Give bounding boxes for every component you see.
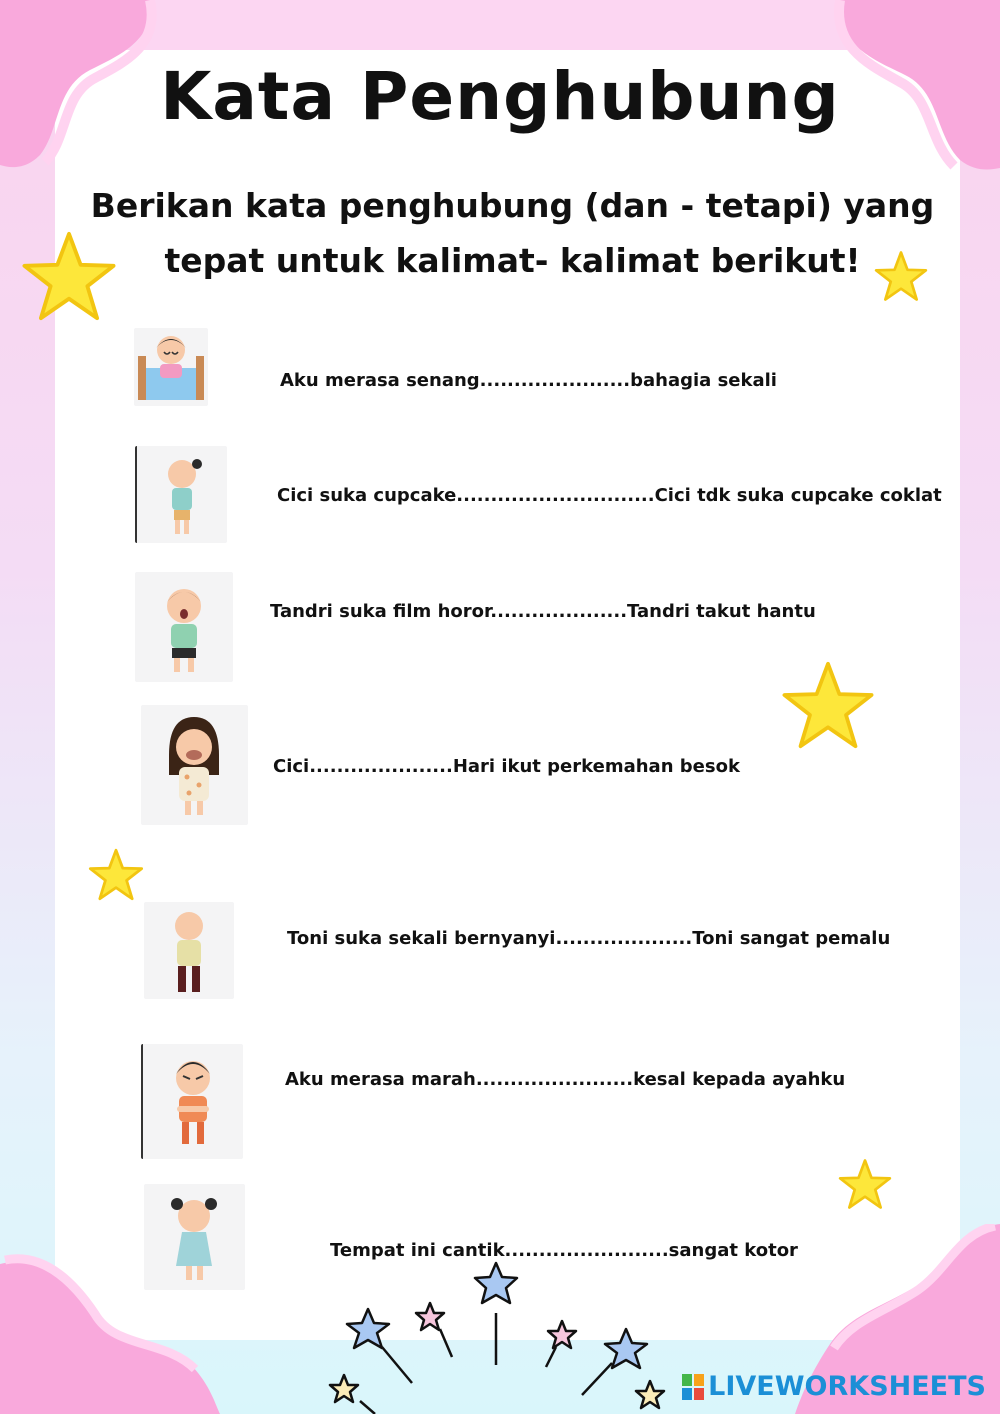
- instruction-line-1: Berikan kata penghubung (dan - tetapi) yang: [90, 186, 935, 225]
- star-icon: [874, 250, 928, 302]
- liveworksheets-wordmark: LIVEWORKSHEETS: [708, 1371, 986, 1402]
- sentence-1: Aku merasa senang......................bahagia sekali: [280, 370, 777, 391]
- star-icon: [20, 230, 118, 322]
- happy-girl-in-bed-icon: [134, 328, 208, 406]
- sentence-5: Toni suka sekali bernyanyi....................Toni sangat pemalu: [287, 928, 891, 949]
- instruction-line-2: tepat untuk kalimat- kalimat berikut!: [164, 241, 861, 280]
- instruction-text: [70, 178, 955, 288]
- sentence-6: Aku merasa marah.......................kesal kepada ayahku: [285, 1069, 846, 1090]
- girl-standing-icon: [135, 446, 227, 543]
- star-icon: [838, 1158, 892, 1210]
- sentence-4: Cici.....................Hari ikut perkemahan besok: [273, 756, 740, 777]
- shy-boy-icon: [144, 902, 234, 999]
- sentence-2: Cici suka cupcake.............................Cici tdk suka cupcake coklat: [277, 485, 942, 506]
- crying-girl-icon: [141, 705, 248, 825]
- sentence-7: Tempat ini cantik........................sangat kotor: [330, 1240, 798, 1261]
- sad-girl-icon: [144, 1184, 245, 1290]
- page-title: Kata Penghubung: [160, 58, 840, 135]
- star-icon: [88, 848, 144, 901]
- sentence-3: Tandri suka film horor....................Tandri takut hantu: [270, 601, 816, 622]
- scared-boy-icon: [135, 572, 233, 682]
- angry-boy-icon: [141, 1044, 243, 1159]
- star-icon: [780, 660, 876, 750]
- liveworksheets-logo-icon: [682, 1374, 704, 1400]
- star-burst-decoration: [320, 1255, 680, 1414]
- liveworksheets-logo: [682, 1371, 986, 1402]
